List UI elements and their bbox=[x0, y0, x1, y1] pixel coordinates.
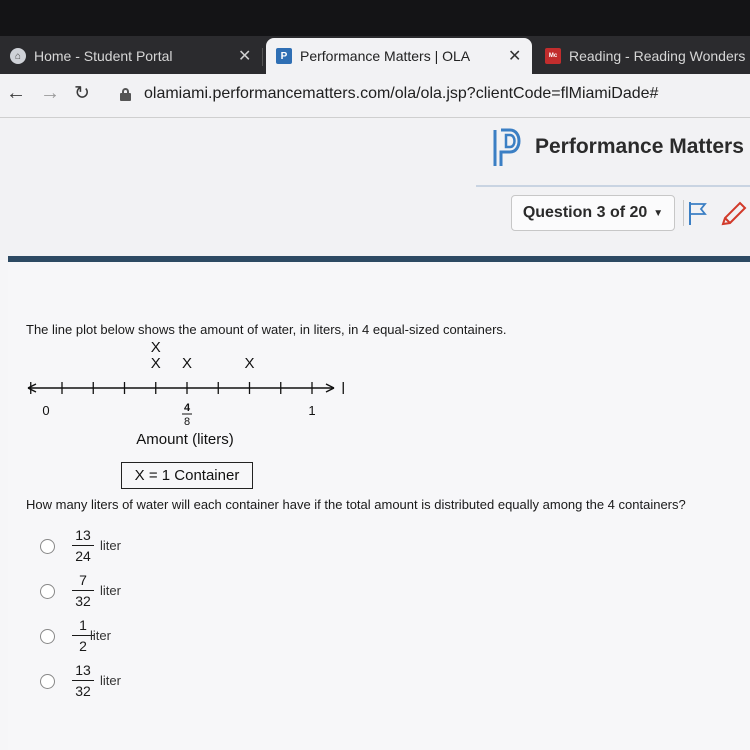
answer-unit: liter bbox=[100, 673, 121, 688]
fraction-numerator: 7 bbox=[79, 572, 87, 588]
tab-performance-matters[interactable] bbox=[266, 38, 532, 74]
tab-separator bbox=[262, 48, 263, 66]
answer-unit: liter bbox=[100, 538, 121, 553]
reload-icon[interactable]: ↻ bbox=[74, 83, 90, 104]
performance-matters-logo bbox=[492, 126, 528, 170]
fraction-bar bbox=[72, 545, 94, 546]
page-header bbox=[0, 118, 750, 260]
data-point-x: X bbox=[150, 355, 161, 372]
question-selector-button[interactable] bbox=[511, 195, 675, 231]
forward-arrow-icon[interactable]: → bbox=[40, 82, 60, 104]
answer-unit: liter bbox=[100, 583, 121, 598]
data-point-x: X bbox=[150, 339, 161, 356]
close-icon[interactable]: ✕ bbox=[508, 48, 522, 65]
home-icon: ⌂ bbox=[10, 48, 26, 64]
x-axis-label: Amount (liters) bbox=[136, 431, 234, 448]
url-text[interactable]: olamiami.performancematters.com/ola/ola.jsp?clientCode=flMiamiDade# bbox=[144, 85, 659, 102]
question-text: How many liters of water will each container have if the total amount is distributed equally among the 4 containers? bbox=[26, 497, 686, 512]
tab-reading-wonders[interactable] bbox=[545, 38, 750, 74]
tab-title: Reading - Reading Wonders bbox=[569, 48, 746, 64]
answer-fraction bbox=[72, 661, 94, 700]
tab-student-portal[interactable] bbox=[10, 38, 260, 74]
header-divider bbox=[476, 185, 750, 187]
question-selector-label: Question 3 of 20 bbox=[522, 204, 648, 221]
data-point-x: X bbox=[244, 355, 255, 372]
tick-label-numerator: 4 bbox=[183, 402, 191, 414]
fraction-denominator: 32 bbox=[75, 683, 91, 699]
tab-title: Performance Matters | OLA bbox=[300, 48, 471, 64]
fraction-denominator: 24 bbox=[75, 548, 91, 564]
address-bar bbox=[0, 74, 750, 118]
answer-fraction bbox=[72, 526, 94, 565]
fraction-numerator: 13 bbox=[75, 527, 91, 543]
tick-label: 1 bbox=[308, 403, 316, 418]
lock-icon bbox=[120, 88, 131, 101]
tick-label-denominator: 8 bbox=[183, 416, 191, 428]
radio-button[interactable] bbox=[40, 584, 55, 599]
question-stem: The line plot below shows the amount of water, in liters, in 4 equal-sized containers. bbox=[26, 322, 507, 337]
radio-button[interactable] bbox=[40, 629, 55, 644]
fraction-numerator: 13 bbox=[75, 662, 91, 678]
flag-icon[interactable] bbox=[687, 200, 709, 226]
performance-matters-favicon: P bbox=[276, 48, 292, 64]
data-point-x: X bbox=[181, 355, 193, 372]
answer-fraction bbox=[72, 571, 94, 610]
radio-button[interactable] bbox=[40, 539, 55, 554]
tick-label: 0 bbox=[42, 403, 50, 418]
pencil-icon[interactable] bbox=[718, 200, 748, 228]
brand-name: Performance Matters bbox=[535, 135, 744, 158]
plot-legend: X = 1 Container bbox=[121, 462, 253, 489]
radio-button[interactable] bbox=[40, 674, 55, 689]
fraction-denominator: 2 bbox=[79, 638, 87, 654]
tab-title: Home - Student Portal bbox=[34, 48, 173, 64]
toolbar-separator bbox=[683, 200, 684, 226]
fraction-bar bbox=[72, 590, 94, 591]
answer-unit: liter bbox=[90, 628, 111, 643]
back-arrow-icon[interactable]: ← bbox=[6, 82, 26, 104]
close-icon[interactable]: ✕ bbox=[238, 48, 252, 65]
browser-tab-bar bbox=[0, 0, 750, 74]
caret-down-icon: ▼ bbox=[653, 207, 664, 219]
fraction-numerator: 1 bbox=[79, 617, 87, 633]
window-top-strip bbox=[0, 0, 750, 36]
mcgraw-hill-favicon: Mc bbox=[545, 48, 561, 64]
line-plot bbox=[20, 336, 360, 456]
fraction-bar bbox=[72, 680, 94, 681]
fraction-denominator: 32 bbox=[75, 593, 91, 609]
